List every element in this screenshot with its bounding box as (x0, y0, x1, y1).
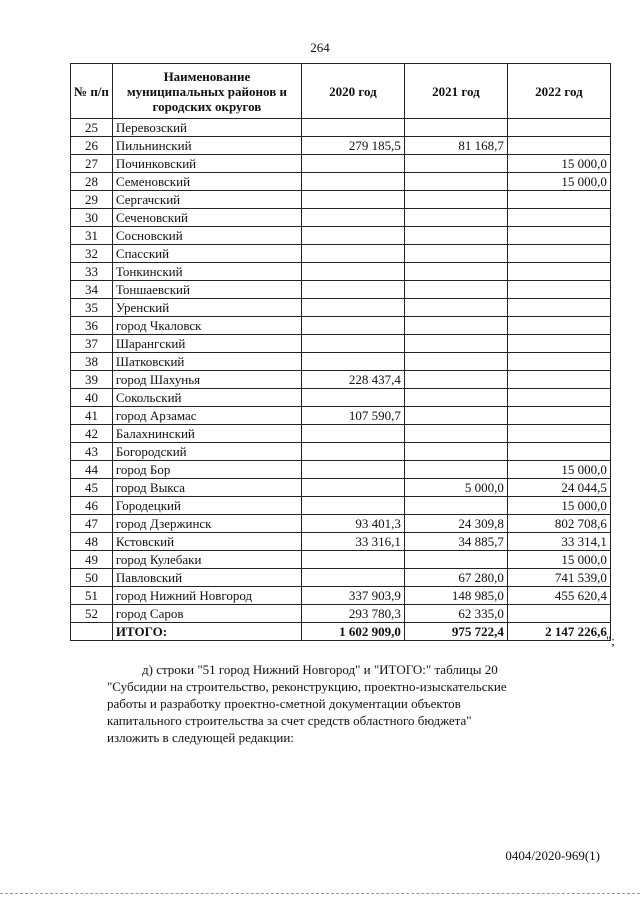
header-2022: 2022 год (507, 64, 610, 119)
row-2022: 741 539,0 (507, 569, 610, 587)
row-2020 (301, 263, 404, 281)
row-2022 (507, 407, 610, 425)
row-name: Сосновский (112, 227, 301, 245)
row-2020: 337 903,9 (301, 587, 404, 605)
table-row (71, 479, 611, 497)
row-number: 39 (71, 371, 113, 389)
row-number: 52 (71, 605, 113, 623)
row-number: 44 (71, 461, 113, 479)
row-name: Починковский (112, 155, 301, 173)
paragraph-line: капитального строительства за счет средств областного бюджета" (107, 713, 472, 728)
row-name: Богородский (112, 443, 301, 461)
row-2020: 279 185,5 (301, 137, 404, 155)
row-2020 (301, 551, 404, 569)
row-name: Семеновский (112, 173, 301, 191)
header-2021: 2021 год (404, 64, 507, 119)
document-code: 0404/2020-969(1) (505, 848, 600, 863)
row-2021 (404, 371, 507, 389)
row-number: 33 (71, 263, 113, 281)
row-number: 51 (71, 587, 113, 605)
row-2022 (507, 425, 610, 443)
row-2020 (301, 155, 404, 173)
header-num: № п/п (71, 64, 113, 119)
footer-divider (0, 893, 640, 895)
row-2021 (404, 281, 507, 299)
row-2020 (301, 173, 404, 191)
row-2022 (507, 191, 610, 209)
row-2020 (301, 497, 404, 515)
row-2020 (301, 389, 404, 407)
table-row (71, 335, 611, 353)
table-row (71, 371, 611, 389)
total-2022: 2 147 226,6 (507, 623, 610, 641)
row-2020 (301, 281, 404, 299)
row-number: 42 (71, 425, 113, 443)
row-number: 31 (71, 227, 113, 245)
table-row (71, 137, 611, 155)
row-2021 (404, 209, 507, 227)
row-2022: 15 000,0 (507, 497, 610, 515)
row-2021 (404, 335, 507, 353)
row-2021: 67 280,0 (404, 569, 507, 587)
row-2021 (404, 155, 507, 173)
row-2021: 24 309,8 (404, 515, 507, 533)
row-2022 (507, 209, 610, 227)
row-2021 (404, 425, 507, 443)
row-name: Сеченовский (112, 209, 301, 227)
row-name: Балахнинский (112, 425, 301, 443)
row-name: Павловский (112, 569, 301, 587)
row-2022 (507, 281, 610, 299)
paragraph-line: "Субсидии на строительство, реконструкцию, проектно-изыскательские (107, 679, 507, 694)
row-number: 37 (71, 335, 113, 353)
row-2020 (301, 317, 404, 335)
row-2022: 33 314,1 (507, 533, 610, 551)
row-2021: 34 885,7 (404, 533, 507, 551)
row-2020 (301, 479, 404, 497)
row-2020 (301, 209, 404, 227)
row-2021 (404, 461, 507, 479)
table-row (71, 227, 611, 245)
row-number: 30 (71, 209, 113, 227)
row-number: 28 (71, 173, 113, 191)
row-name: Кстовский (112, 533, 301, 551)
table-row (71, 461, 611, 479)
table-row (71, 191, 611, 209)
row-2022: 455 620,4 (507, 587, 610, 605)
row-2020 (301, 191, 404, 209)
row-2022 (507, 353, 610, 371)
row-2020 (301, 569, 404, 587)
row-2022: 15 000,0 (507, 551, 610, 569)
row-2022 (507, 605, 610, 623)
row-2020: 293 780,3 (301, 605, 404, 623)
row-2022: 24 044,5 (507, 479, 610, 497)
row-number: 43 (71, 443, 113, 461)
row-number: 36 (71, 317, 113, 335)
row-2020: 33 316,1 (301, 533, 404, 551)
row-name: город Чкаловск (112, 317, 301, 335)
row-number: 38 (71, 353, 113, 371)
header-name: Наименование муниципальных районов и городских округов (112, 64, 301, 119)
row-2021 (404, 173, 507, 191)
row-2020 (301, 461, 404, 479)
total-2020: 1 602 909,0 (301, 623, 404, 641)
row-number: 46 (71, 497, 113, 515)
row-2020: 228 437,4 (301, 371, 404, 389)
row-2021: 5 000,0 (404, 479, 507, 497)
row-2021 (404, 263, 507, 281)
total-label: ИТОГО: (112, 623, 301, 641)
row-2020 (301, 227, 404, 245)
table-row (71, 389, 611, 407)
row-2022 (507, 245, 610, 263)
row-2022 (507, 119, 610, 137)
row-2022 (507, 443, 610, 461)
row-name: город Нижний Новгород (112, 587, 301, 605)
row-name: Шатковский (112, 353, 301, 371)
row-number: 25 (71, 119, 113, 137)
row-name: Пильнинский (112, 137, 301, 155)
table-row (71, 407, 611, 425)
row-2021 (404, 227, 507, 245)
row-2022 (507, 317, 610, 335)
row-2022: 802 708,6 (507, 515, 610, 533)
row-number: 34 (71, 281, 113, 299)
row-name: Спасский (112, 245, 301, 263)
row-number: 47 (71, 515, 113, 533)
row-2021 (404, 317, 507, 335)
row-name: город Дзержинск (112, 515, 301, 533)
row-2020 (301, 335, 404, 353)
row-2021 (404, 389, 507, 407)
row-2021 (404, 353, 507, 371)
table-header-row (71, 64, 611, 119)
row-name: Уренский (112, 299, 301, 317)
row-2021: 62 335,0 (404, 605, 507, 623)
table-row (71, 533, 611, 551)
row-name: Тонкинский (112, 263, 301, 281)
closing-quote-mark: "; (606, 633, 615, 648)
table-row (71, 317, 611, 335)
row-name: город Бор (112, 461, 301, 479)
row-number: 45 (71, 479, 113, 497)
row-2021 (404, 443, 507, 461)
row-number: 49 (71, 551, 113, 569)
row-number: 48 (71, 533, 113, 551)
row-2022 (507, 227, 610, 245)
row-name: Городецкий (112, 497, 301, 515)
row-number: 26 (71, 137, 113, 155)
table-row (71, 551, 611, 569)
row-2021 (404, 245, 507, 263)
table-row (71, 497, 611, 515)
row-2020 (301, 443, 404, 461)
row-2021 (404, 119, 507, 137)
table-row (71, 587, 611, 605)
row-2022: 15 000,0 (507, 173, 610, 191)
table-row (71, 515, 611, 533)
row-name: город Кулебаки (112, 551, 301, 569)
row-name: город Арзамас (112, 407, 301, 425)
row-2021 (404, 551, 507, 569)
table-row (71, 353, 611, 371)
row-2021 (404, 497, 507, 515)
table-row (71, 443, 611, 461)
row-2020: 93 401,3 (301, 515, 404, 533)
table-row (71, 425, 611, 443)
row-2022 (507, 137, 610, 155)
total-row (71, 623, 611, 641)
row-number: 29 (71, 191, 113, 209)
row-name: Сокольский (112, 389, 301, 407)
table-row (71, 155, 611, 173)
row-2020 (301, 299, 404, 317)
table-row (71, 119, 611, 137)
table-row (71, 281, 611, 299)
row-2021 (404, 191, 507, 209)
total-2021: 975 722,4 (404, 623, 507, 641)
row-name: Шарангский (112, 335, 301, 353)
row-2022: 15 000,0 (507, 155, 610, 173)
header-2020: 2020 год (301, 64, 404, 119)
row-number: 35 (71, 299, 113, 317)
paragraph-line: изложить в следующей редакции: (107, 730, 294, 745)
row-2020 (301, 245, 404, 263)
row-number: 40 (71, 389, 113, 407)
table-row (71, 173, 611, 191)
table-row (71, 209, 611, 227)
row-2021: 148 985,0 (404, 587, 507, 605)
row-name: Перевозский (112, 119, 301, 137)
row-name: Тоншаевский (112, 281, 301, 299)
row-2022 (507, 371, 610, 389)
row-number: 32 (71, 245, 113, 263)
row-2021 (404, 407, 507, 425)
row-2020: 107 590,7 (301, 407, 404, 425)
row-name: Сергачский (112, 191, 301, 209)
row-2020 (301, 425, 404, 443)
table-row (71, 299, 611, 317)
table-row (71, 569, 611, 587)
row-number: 41 (71, 407, 113, 425)
paragraph-line: д) строки "51 город Нижний Новгород" и "ИТОГО:" таблицы 20 (142, 662, 498, 677)
table-row (71, 245, 611, 263)
subsidy-table (70, 63, 611, 641)
paragraph-line: работы и разработку проектно-сметной документации объектов (107, 696, 461, 711)
row-2022: 15 000,0 (507, 461, 610, 479)
row-name: город Саров (112, 605, 301, 623)
amendment-paragraph (107, 661, 597, 746)
row-2022 (507, 263, 610, 281)
row-name: город Выкса (112, 479, 301, 497)
row-2022 (507, 389, 610, 407)
row-name: город Шахунья (112, 371, 301, 389)
row-number: 27 (71, 155, 113, 173)
total-num (71, 623, 113, 641)
row-2021 (404, 299, 507, 317)
row-2020 (301, 119, 404, 137)
row-2020 (301, 353, 404, 371)
row-2021: 81 168,7 (404, 137, 507, 155)
page-number: 264 (310, 40, 330, 55)
row-number: 50 (71, 569, 113, 587)
table-row (71, 263, 611, 281)
row-2022 (507, 299, 610, 317)
row-2022 (507, 335, 610, 353)
table-row (71, 605, 611, 623)
